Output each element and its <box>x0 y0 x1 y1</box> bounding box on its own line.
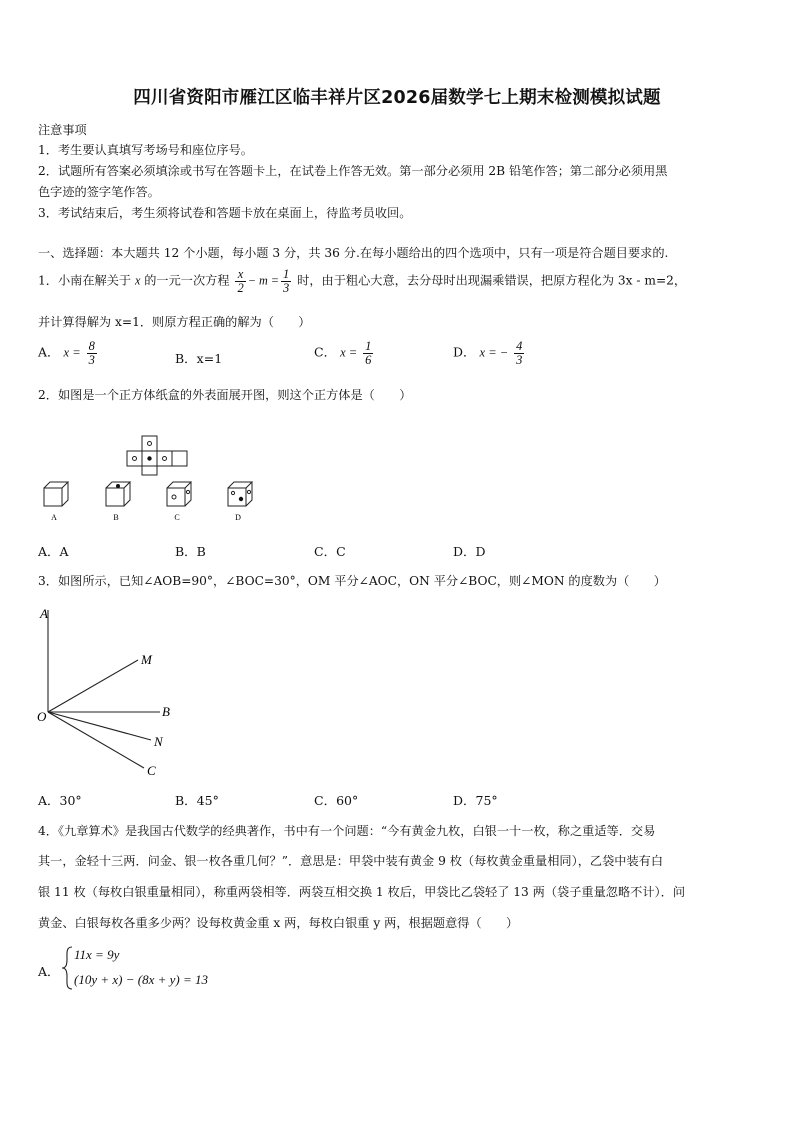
fraction <box>281 268 291 294</box>
question-4-line: 其一，金轻十三两．问金、银一枚各重几何？”．意思是：甲袋中装有黄金 9 枚（每枚黄金重量相同），乙袋中装有白 <box>38 854 664 868</box>
notice-item: 色字迹的签字笔作答。 <box>38 185 160 199</box>
cube-label: C <box>174 513 180 522</box>
q1-option-d[interactable] <box>453 340 526 366</box>
fraction <box>363 340 373 366</box>
point-label-c: C <box>147 763 156 778</box>
cube-d <box>228 482 252 506</box>
numerator: x <box>235 268 245 282</box>
numerator: 1 <box>283 267 290 281</box>
notice-item: 2．试题所有答案必须填涂或书写在答题卡上，在试卷上作答无效。第一部分必须用 2B 铅笔作答；第二部分必须用黑 <box>38 164 668 178</box>
option-lhs: x = <box>340 345 358 360</box>
point-label-o: O <box>37 709 47 724</box>
option-label: A． <box>38 344 60 360</box>
option-label: C． <box>314 344 337 360</box>
q3-option-c[interactable]: C．60° <box>314 793 359 808</box>
q4-option-a-label[interactable]: A． <box>38 964 60 979</box>
cube-label: D <box>235 513 241 522</box>
question-1-stem <box>38 268 686 294</box>
fraction <box>235 268 245 294</box>
fraction <box>514 340 524 366</box>
denominator: 3 <box>88 352 95 367</box>
notice-item: 3．考试结束后，考生须将试卷和答题卡放在桌面上，待监考员收回。 <box>38 206 412 220</box>
q1-option-a[interactable] <box>38 340 99 366</box>
q2-option-d[interactable]: D．D <box>453 544 486 559</box>
notice-heading: 注意事项 <box>38 123 87 137</box>
cube-c <box>167 482 191 506</box>
q1-text-part: 1．小南在解关于 <box>38 273 132 288</box>
point-label-a: A <box>40 606 48 621</box>
question-4-line: 银 11 枚（每枚白银重量相同），称重两袋相等．两袋互相交换 1 枚后，甲袋比乙袋轻了 13 两（袋子重量忽略不计）．问 <box>38 885 686 899</box>
question-3-stem: 3．如图所示，已知∠AOB=90°，∠BOC=30°，OM 平分∠AOC，ON 平分∠BOC，则∠MON 的度数为（ ） <box>38 574 666 588</box>
question-4-line: 黄金、白银每枚各重多少两？设每枚黄金重 x 两，每枚白银重 y 两，根据题意得（ ） <box>38 916 519 930</box>
page-title: 四川省资阳市雁江区临丰祥片区2026届数学七上期末检测模拟试题 <box>133 88 661 108</box>
q4-option-a-eq1: 11x = 9y <box>74 947 120 962</box>
q2-option-b[interactable]: B．B <box>175 544 206 559</box>
denominator: 3 <box>516 352 523 367</box>
denominator: 6 <box>365 352 372 367</box>
question-2-stem: 2．如图是一个正方体纸盒的外表面展开图，则这个正方体是（ ） <box>38 388 412 402</box>
q1-text-part: 时，由于粗心大意，去分母时出现漏乘错误，把原方程化为 3x - m=2， <box>297 273 687 288</box>
brace-icon <box>60 945 74 991</box>
q1-minus-m: − m = <box>247 273 280 288</box>
q3-option-b[interactable]: B．45° <box>175 793 219 808</box>
notice-item: 1．考生要认真填写考场号和座位序号。 <box>38 143 253 157</box>
numerator: 8 <box>88 339 95 353</box>
cube-net-figure <box>125 434 197 478</box>
q3-option-a[interactable]: A．30° <box>38 793 82 808</box>
cube-label: A <box>51 513 57 522</box>
q1-option-b[interactable]: B．x=1 <box>175 351 223 366</box>
q1-var: x <box>134 273 141 288</box>
fraction <box>87 340 97 366</box>
q2-option-a[interactable]: A．A <box>38 544 69 559</box>
q3-option-d[interactable]: D．75° <box>453 793 498 808</box>
cube-options-figure <box>38 480 268 522</box>
numerator: 1 <box>365 339 372 353</box>
q1-option-c[interactable] <box>314 340 375 366</box>
question-1-line2: 并计算得解为 x=1．则原方程正确的解为（ ） <box>38 315 311 329</box>
cube-label: B <box>113 513 119 522</box>
option-lhs: x = − <box>479 345 509 360</box>
q4-option-a-eq2: (10y + x) − (8x + y) = 13 <box>74 972 208 987</box>
denominator: 2 <box>237 280 244 295</box>
q2-option-c[interactable]: C．C <box>314 544 346 559</box>
point-label-m: M <box>141 652 152 667</box>
section-heading: 一、选择题：本大题共 12 个小题，每小题 3 分，共 36 分.在每小题给出的四个选项中，只有一项是符合题目要求的. <box>38 246 669 260</box>
option-label: D． <box>453 344 476 360</box>
cube-a <box>44 482 68 506</box>
point-label-b: B <box>162 704 170 719</box>
denominator: 3 <box>283 280 290 295</box>
option-lhs: x = <box>63 345 81 360</box>
angle-figure <box>34 604 184 780</box>
question-4-line: 4．《九章算术》是我国古代数学的经典著作，书中有一个问题：“今有黄金九枚，白银一十一枚，称之重适等．交易 <box>38 824 656 838</box>
q1-text-part: 的一元一次方程 <box>144 273 230 288</box>
numerator: 4 <box>516 339 523 353</box>
point-label-n: N <box>154 734 163 749</box>
